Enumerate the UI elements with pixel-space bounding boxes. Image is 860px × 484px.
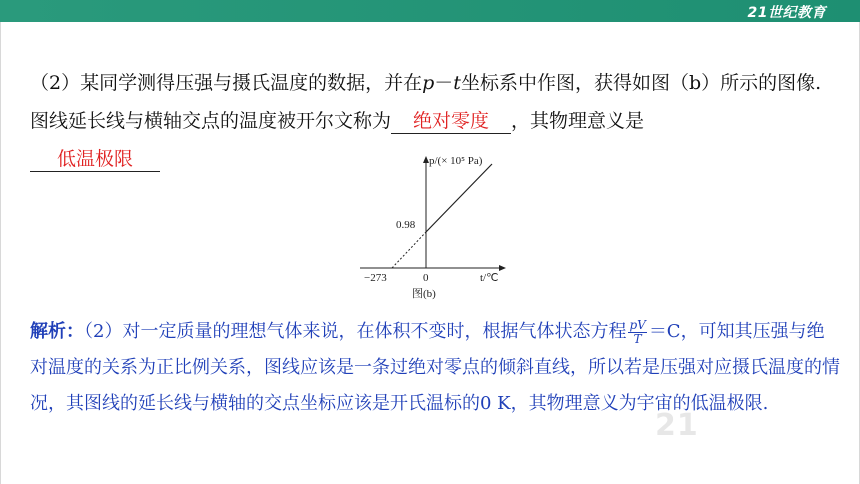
x-intercept-label: −273: [364, 272, 387, 284]
var-t: t: [453, 72, 461, 94]
extrapolation-line: [392, 232, 426, 268]
frame-border-left: [0, 22, 1, 484]
dash: －: [434, 72, 454, 94]
analysis-part-label: （2）: [84, 321, 123, 342]
analysis-text-2: 可知其压强与绝对温度的关系为正比例关系，图线应该是一条过绝对零点的倾斜直线，所以若是压强对应摄氏温度的情况，其图线的延长线与横轴的交点坐标应该是开氏温标的0 K，其物理意义为宇宙的低温极限.: [30, 321, 840, 414]
watermark: 21: [655, 408, 699, 443]
question-text-2: 坐标系中作图，获得如图（b）所示的图像. 图线延长线与横轴交点的温度被开尔文称为: [30, 72, 822, 132]
question-text-1: 某同学测得压强与摄氏温度的数据，并在: [80, 72, 423, 94]
analysis-text-1: 对一定质量的理想气体来说，在体积不变时，根据气体状态方程: [122, 321, 627, 342]
question-part-label: （2）: [30, 72, 81, 94]
fraction-equals: ＝C，: [648, 321, 699, 342]
answer-blank-2: 低温极限: [30, 147, 160, 172]
question-text-3: ，其物理意义是: [511, 110, 645, 132]
fraction-numerator: pV: [629, 317, 646, 332]
gas-law-fraction: [628, 319, 646, 346]
x-axis-arrow: [499, 265, 506, 271]
y-intercept-label: 0.98: [396, 219, 416, 231]
top-banner: [0, 0, 860, 22]
analysis-header: 解析：: [30, 321, 84, 342]
origin-label: 0: [423, 272, 429, 284]
fraction-denominator: T: [633, 331, 642, 346]
data-line: [426, 164, 492, 232]
x-axis-label: t/℃: [480, 272, 499, 284]
y-axis-label: p/(× 10⁵ Pa): [429, 155, 483, 167]
answer-blank-1: 绝对零度: [391, 109, 511, 134]
graph-caption: 图(b): [412, 288, 436, 300]
analysis-text: [30, 314, 840, 422]
var-p: p: [422, 72, 435, 94]
pt-graph: [350, 150, 520, 310]
site-logo: 21世纪教育: [747, 5, 826, 21]
